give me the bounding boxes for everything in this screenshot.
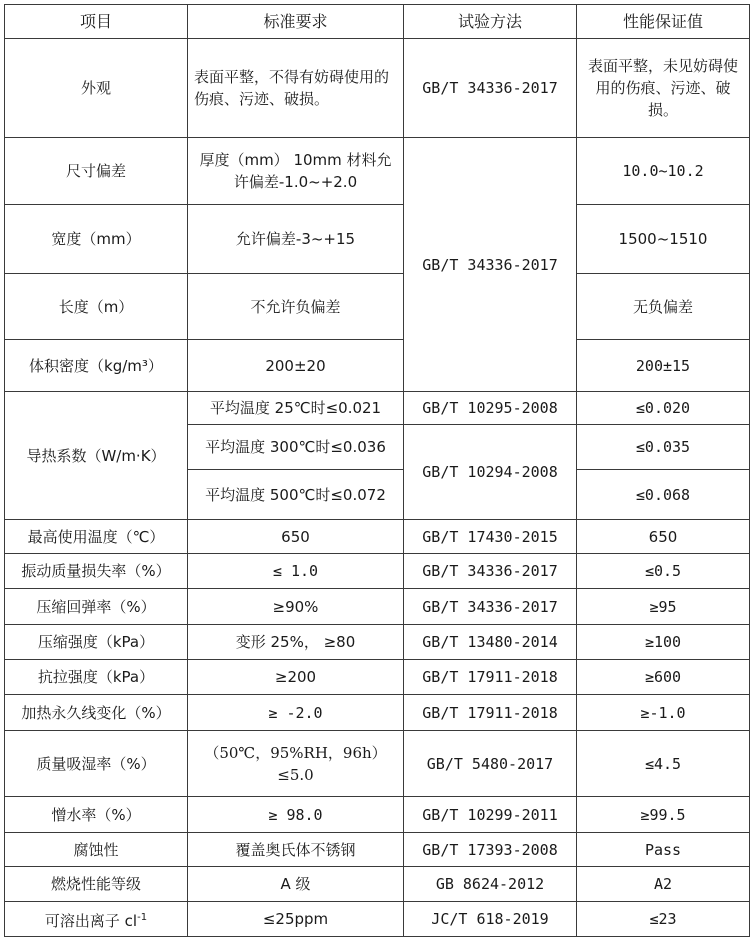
- table-row: [5, 625, 750, 660]
- value-cell: 无负偏差: [577, 274, 750, 340]
- item-cell: 憎水率（%）: [5, 797, 188, 833]
- method-cell: GB/T 17393-2008: [404, 833, 577, 867]
- value-cell: ≥99.5: [577, 797, 750, 833]
- method-cell: GB/T 34336-2017: [404, 39, 577, 138]
- item-cell: 振动质量损失率（%）: [5, 554, 188, 589]
- table-row: [5, 902, 750, 937]
- item-cell: 燃烧性能等级: [5, 867, 188, 902]
- requirement-cell: （50℃，95%RH，96h）≤5.0: [188, 731, 404, 797]
- table-row: [5, 833, 750, 867]
- value-cell: 200±15: [577, 340, 750, 392]
- value-cell: ≥100: [577, 625, 750, 660]
- value-cell: ≤0.5: [577, 554, 750, 589]
- item-cell: 尺寸偏差: [5, 138, 188, 205]
- method-cell: GB/T 17911-2018: [404, 660, 577, 695]
- table-row: [5, 205, 750, 274]
- requirement-cell: 平均温度 500℃时≤0.072: [188, 470, 404, 520]
- table-row: [5, 392, 750, 425]
- method-cell: GB/T 10294-2008: [404, 425, 577, 520]
- requirement-cell: ≤ 1.0: [188, 554, 404, 589]
- table-row: [5, 797, 750, 833]
- method-cell: GB/T 34336-2017: [404, 554, 577, 589]
- spec-table: [4, 4, 750, 937]
- requirement-cell: 变形 25%， ≥80: [188, 625, 404, 660]
- requirement-cell: 200±20: [188, 340, 404, 392]
- method-cell: GB 8624-2012: [404, 867, 577, 902]
- table-row: [5, 340, 750, 392]
- header-method: 试验方法: [404, 5, 577, 39]
- requirement-cell: 覆盖奥氏体不锈钢: [188, 833, 404, 867]
- value-cell: ≥600: [577, 660, 750, 695]
- table-row: [5, 554, 750, 589]
- method-cell: GB/T 5480-2017: [404, 731, 577, 797]
- item-cell: [5, 902, 188, 937]
- method-cell: GB/T 34336-2017: [404, 138, 577, 392]
- header-row: [5, 5, 750, 39]
- requirement-cell: A 级: [188, 867, 404, 902]
- value-cell: Pass: [577, 833, 750, 867]
- method-cell: GB/T 10299-2011: [404, 797, 577, 833]
- requirement-cell: 平均温度 25℃时≤0.021: [188, 392, 404, 425]
- item-cell: 长度（m）: [5, 274, 188, 340]
- table-row: [5, 274, 750, 340]
- item-superscript: -1: [137, 911, 148, 923]
- header-requirement: 标准要求: [188, 5, 404, 39]
- method-cell: GB/T 13480-2014: [404, 625, 577, 660]
- item-cell: 腐蚀性: [5, 833, 188, 867]
- item-cell: 抗拉强度（kPa）: [5, 660, 188, 695]
- value-cell: ≤4.5: [577, 731, 750, 797]
- item-cell: 最高使用温度（℃）: [5, 520, 188, 554]
- value-cell: ≥-1.0: [577, 695, 750, 731]
- table-row: [5, 867, 750, 902]
- requirement-cell: ≥90%: [188, 589, 404, 625]
- item-cell: 宽度（mm）: [5, 205, 188, 274]
- item-cell: 导热系数（W/m·K）: [5, 392, 188, 520]
- requirement-cell: ≤25ppm: [188, 902, 404, 937]
- method-cell: GB/T 17911-2018: [404, 695, 577, 731]
- item-cell: 质量吸湿率（%）: [5, 731, 188, 797]
- value-cell: ≤0.035: [577, 425, 750, 470]
- table-row: [5, 695, 750, 731]
- value-cell: ≤0.068: [577, 470, 750, 520]
- value-cell: 1500~1510: [577, 205, 750, 274]
- value-cell: ≤23: [577, 902, 750, 937]
- method-cell: GB/T 10295-2008: [404, 392, 577, 425]
- item-cell: 加热永久线变化（%）: [5, 695, 188, 731]
- requirement-cell: 不允许负偏差: [188, 274, 404, 340]
- table-row: [5, 660, 750, 695]
- requirement-cell: ≥ 98.0: [188, 797, 404, 833]
- item-label: 可溶出离子 cl: [44, 911, 138, 930]
- requirement-cell: ≥ -2.0: [188, 695, 404, 731]
- item-cell: 外观: [5, 39, 188, 138]
- requirement-cell: 允许偏差-3~+15: [188, 205, 404, 274]
- item-cell: 压缩强度（kPa）: [5, 625, 188, 660]
- value-cell: A2: [577, 867, 750, 902]
- value-cell: ≤0.020: [577, 392, 750, 425]
- table-row: [5, 589, 750, 625]
- requirement-cell: 表面平整，不得有妨碍使用的伤痕、污迹、破损。: [188, 39, 404, 138]
- method-cell: GB/T 17430-2015: [404, 520, 577, 554]
- value-cell: ≥95: [577, 589, 750, 625]
- requirement-cell: ≥200: [188, 660, 404, 695]
- value-cell: 10.0~10.2: [577, 138, 750, 205]
- method-cell: GB/T 34336-2017: [404, 589, 577, 625]
- requirement-cell: 650: [188, 520, 404, 554]
- method-cell: JC/T 618-2019: [404, 902, 577, 937]
- table-row: [5, 39, 750, 138]
- requirement-cell: 平均温度 300℃时≤0.036: [188, 425, 404, 470]
- header-item: 项目: [5, 5, 188, 39]
- item-cell: 体积密度（kg/m³）: [5, 340, 188, 392]
- table-row: [5, 138, 750, 205]
- table-row: [5, 520, 750, 554]
- value-cell: 650: [577, 520, 750, 554]
- table-row: [5, 731, 750, 797]
- requirement-cell: 厚度（mm） 10mm 材料允许偏差-1.0~+2.0: [188, 138, 404, 205]
- value-cell: 表面平整，未见妨碍使用的伤痕、污迹、破损。: [577, 39, 750, 138]
- header-value: 性能保证值: [577, 5, 750, 39]
- item-cell: 压缩回弹率（%）: [5, 589, 188, 625]
